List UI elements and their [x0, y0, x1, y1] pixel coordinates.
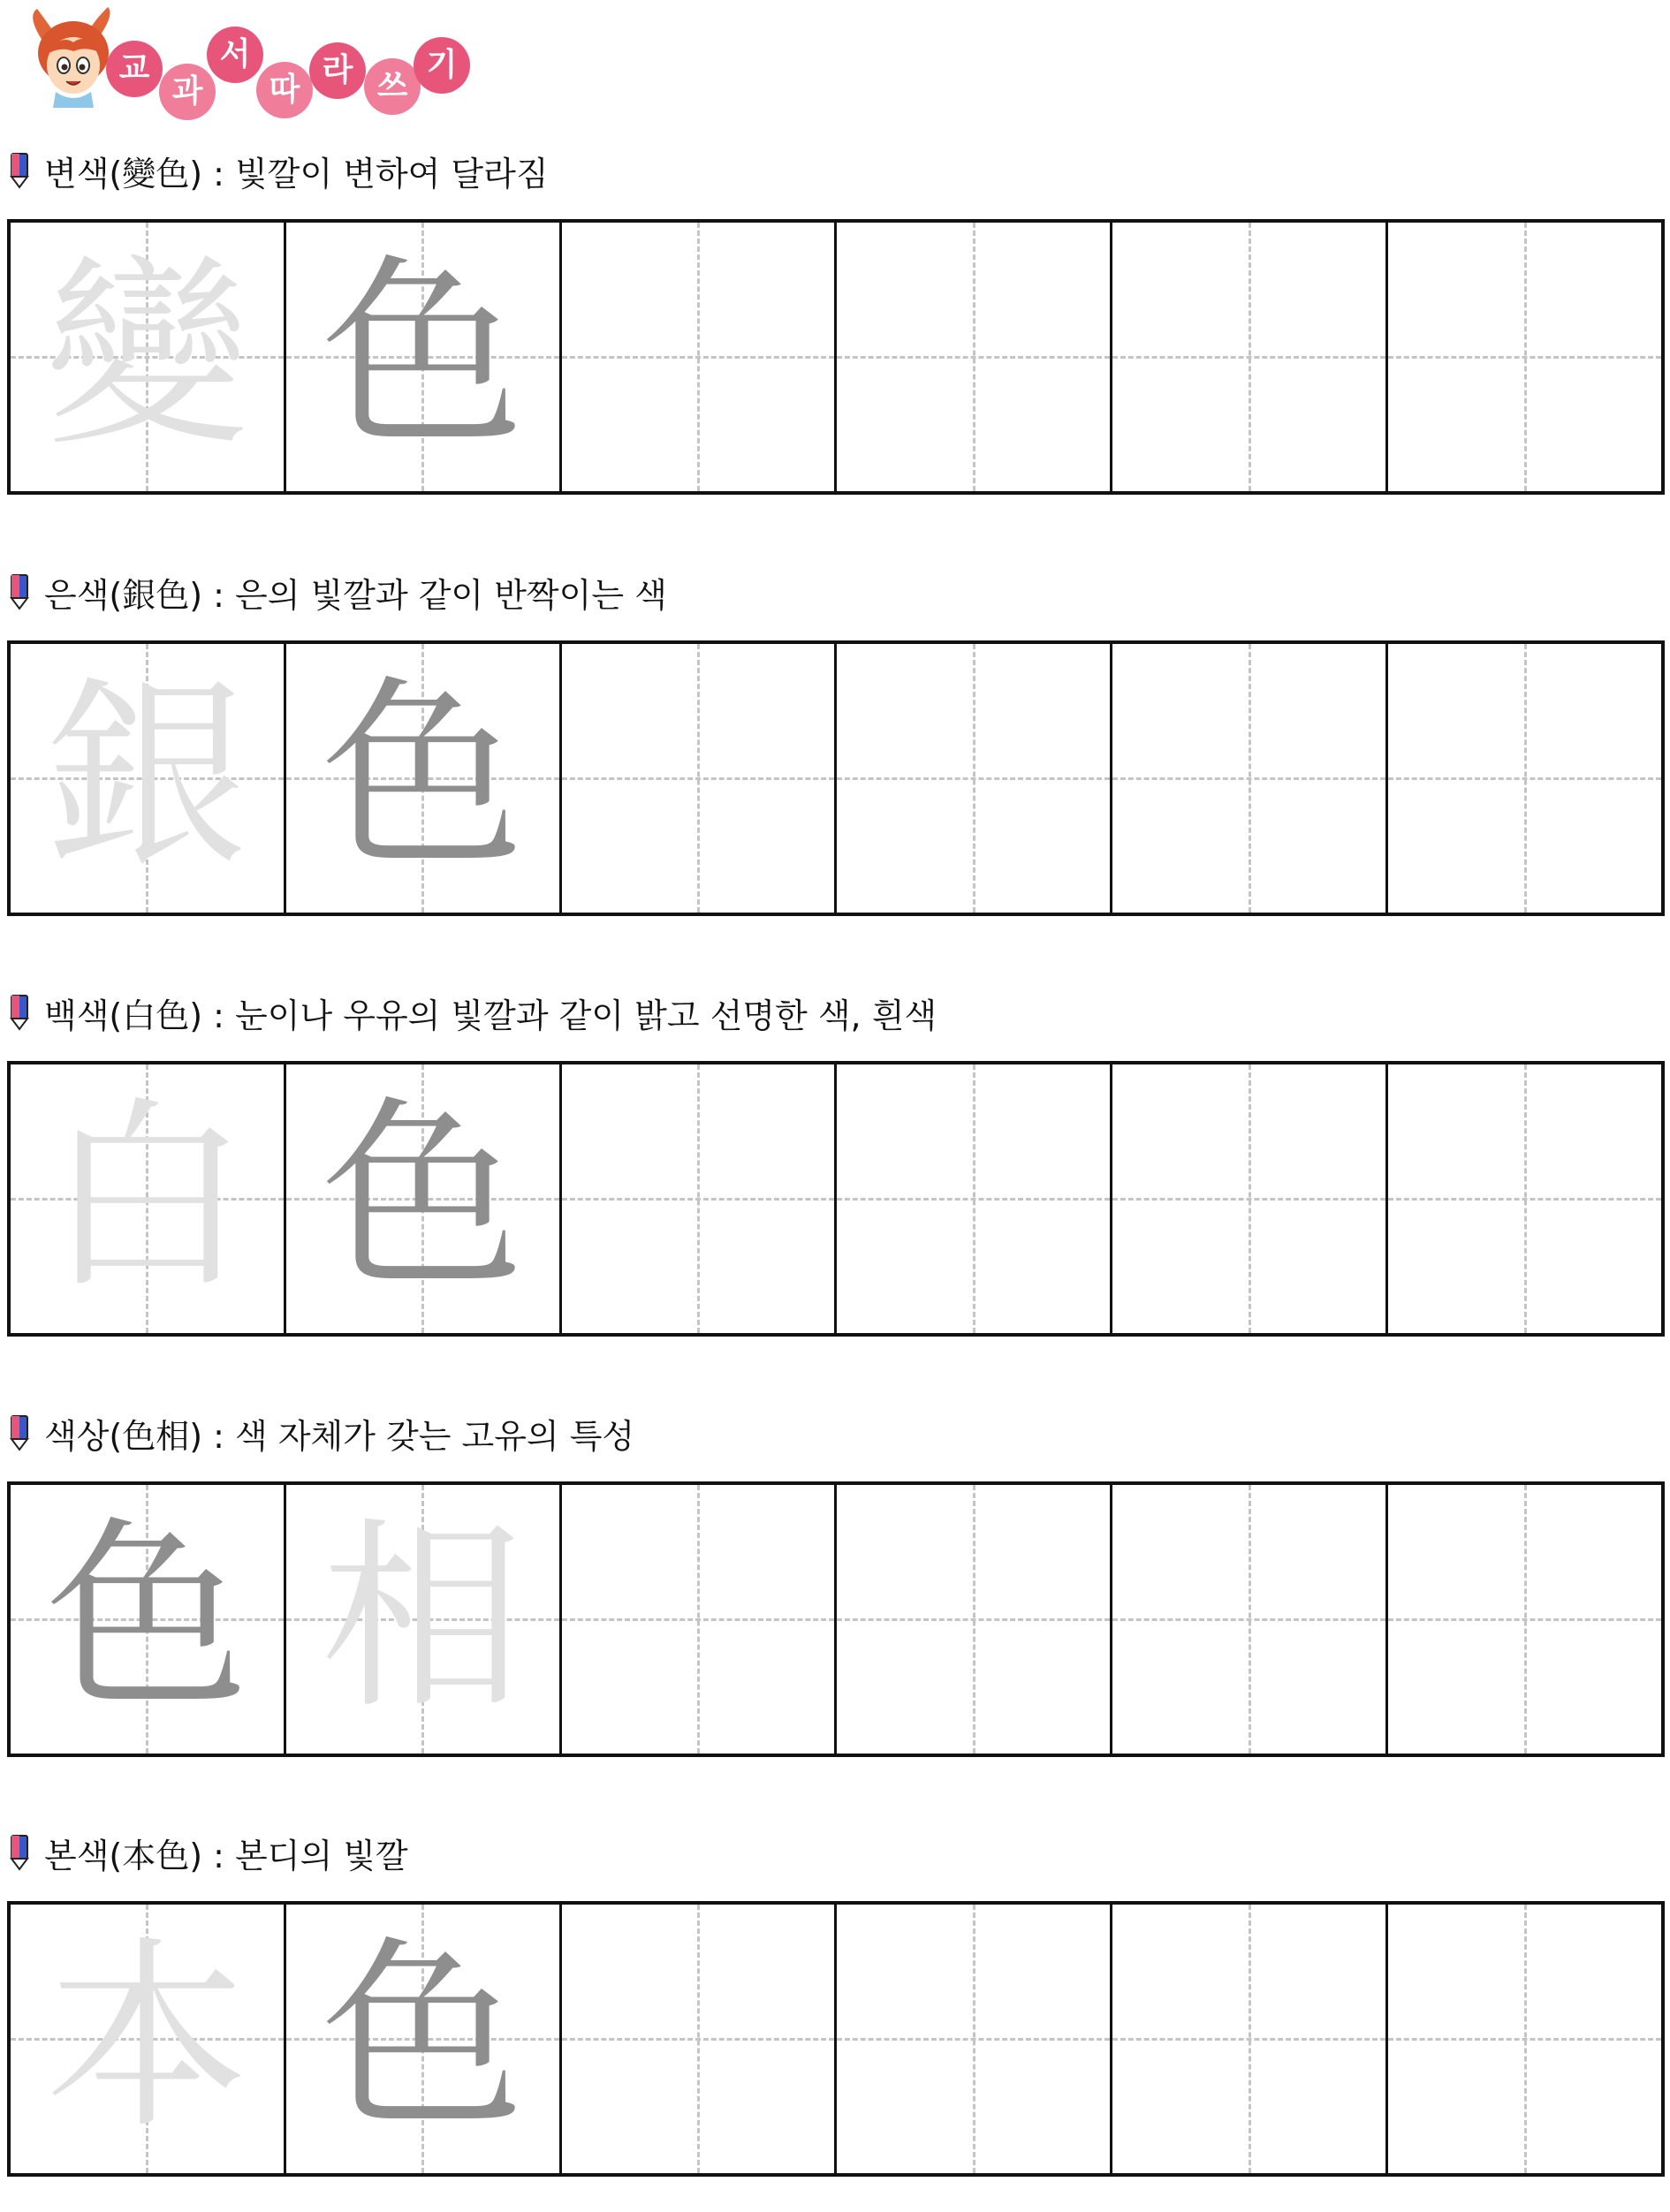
section-heading — [9, 1411, 634, 1455]
guide-line-horizontal — [837, 777, 1110, 780]
practice-cell[interactable] — [837, 1064, 1112, 1333]
trace-character: 色 — [321, 660, 525, 896]
guide-line-horizontal — [562, 1198, 835, 1201]
practice-grid — [7, 1061, 1665, 1337]
trace-character: 銀 — [45, 660, 249, 896]
logo-char-4: 따 — [256, 62, 313, 118]
practice-cell[interactable] — [11, 1064, 286, 1333]
trace-character: 本 — [45, 1920, 249, 2156]
practice-cell[interactable] — [286, 1485, 562, 1754]
practice-cell[interactable] — [562, 223, 838, 491]
practice-cell[interactable] — [1112, 1064, 1388, 1333]
practice-cell[interactable] — [562, 1905, 838, 2173]
logo-char-3: 서 — [207, 27, 263, 83]
practice-grid — [7, 1901, 1665, 2177]
guide-line-horizontal — [837, 1618, 1110, 1621]
practice-cell[interactable] — [1112, 1905, 1388, 2173]
pencil-icon — [9, 994, 30, 1031]
guide-line-horizontal — [1112, 356, 1385, 359]
worksheet-logo — [25, 7, 484, 126]
guide-line-horizontal — [1112, 1198, 1385, 1201]
practice-cell[interactable] — [11, 1905, 286, 2173]
guide-line-horizontal — [1388, 777, 1661, 780]
guide-line-horizontal — [562, 1618, 835, 1621]
section-heading — [9, 1830, 408, 1875]
guide-line-horizontal — [562, 777, 835, 780]
practice-cell[interactable] — [286, 644, 562, 913]
guide-line-horizontal — [1112, 2038, 1385, 2041]
trace-character: 白 — [45, 1080, 249, 1316]
practice-cell[interactable] — [286, 1905, 562, 2173]
practice-cell[interactable] — [562, 1064, 838, 1333]
practice-cell[interactable] — [1388, 1064, 1661, 1333]
trace-character: 色 — [321, 1080, 525, 1316]
section-heading-text: 변색(變色) : 빛깔이 변하여 달라짐 — [44, 154, 549, 193]
practice-cell[interactable] — [1112, 644, 1388, 913]
practice-cell[interactable] — [11, 1485, 286, 1754]
logo-char-6: 쓰 — [364, 58, 421, 115]
practice-cell[interactable] — [1388, 1485, 1661, 1754]
section-heading-text: 본색(本色) : 본디의 빛깔 — [44, 1836, 408, 1875]
practice-grid — [7, 219, 1665, 495]
practice-cell[interactable] — [1112, 223, 1388, 491]
guide-line-horizontal — [1388, 1198, 1661, 1201]
trace-character: 色 — [321, 1920, 525, 2156]
practice-cell[interactable] — [1388, 223, 1661, 491]
practice-cell[interactable] — [1388, 644, 1661, 913]
practice-cell[interactable] — [286, 1064, 562, 1333]
practice-cell[interactable] — [11, 223, 286, 491]
logo-char-1: 교 — [106, 41, 163, 97]
section-heading-text: 백색(白色) : 눈이나 우유의 빛깔과 같이 밝고 선명한 색, 흰색 — [44, 996, 937, 1035]
pencil-icon — [9, 152, 30, 189]
logo-char-5: 라 — [309, 42, 366, 99]
logo-char-7: 기 — [414, 37, 470, 94]
practice-cell[interactable] — [286, 223, 562, 491]
guide-line-horizontal — [562, 2038, 835, 2041]
trace-character: 相 — [321, 1501, 525, 1737]
practice-cell[interactable] — [837, 1485, 1112, 1754]
practice-grid — [7, 1481, 1665, 1757]
pencil-icon — [9, 1834, 30, 1871]
guide-line-horizontal — [1388, 2038, 1661, 2041]
guide-line-horizontal — [837, 2038, 1110, 2041]
section-heading — [9, 990, 937, 1034]
guide-line-horizontal — [1112, 1618, 1385, 1621]
practice-cell[interactable] — [837, 223, 1112, 491]
practice-cell[interactable] — [11, 644, 286, 913]
practice-cell[interactable] — [837, 1905, 1112, 2173]
section-heading — [9, 570, 667, 614]
trace-character: 色 — [45, 1501, 249, 1737]
practice-cell[interactable] — [1112, 1485, 1388, 1754]
practice-cell[interactable] — [1388, 1905, 1661, 2173]
guide-line-horizontal — [1388, 356, 1661, 359]
section-heading-text: 은색(銀色) : 은의 빛깔과 같이 반짝이는 색 — [44, 575, 667, 615]
guide-line-horizontal — [1112, 777, 1385, 780]
section-heading-text: 색상(色相) : 색 자체가 갖는 고유의 특성 — [44, 1416, 635, 1456]
trace-character: 變 — [45, 239, 249, 474]
trace-character: 色 — [321, 239, 525, 474]
practice-cell[interactable] — [837, 644, 1112, 913]
section-heading — [9, 148, 549, 193]
practice-grid — [7, 640, 1665, 916]
guide-line-horizontal — [837, 356, 1110, 359]
practice-cell[interactable] — [562, 644, 838, 913]
guide-line-horizontal — [837, 1198, 1110, 1201]
guide-line-horizontal — [1388, 1618, 1661, 1621]
pencil-icon — [9, 573, 30, 610]
pencil-icon — [9, 1414, 30, 1451]
guide-line-horizontal — [562, 356, 835, 359]
practice-cell[interactable] — [562, 1485, 838, 1754]
logo-char-2: 과 — [159, 64, 216, 120]
